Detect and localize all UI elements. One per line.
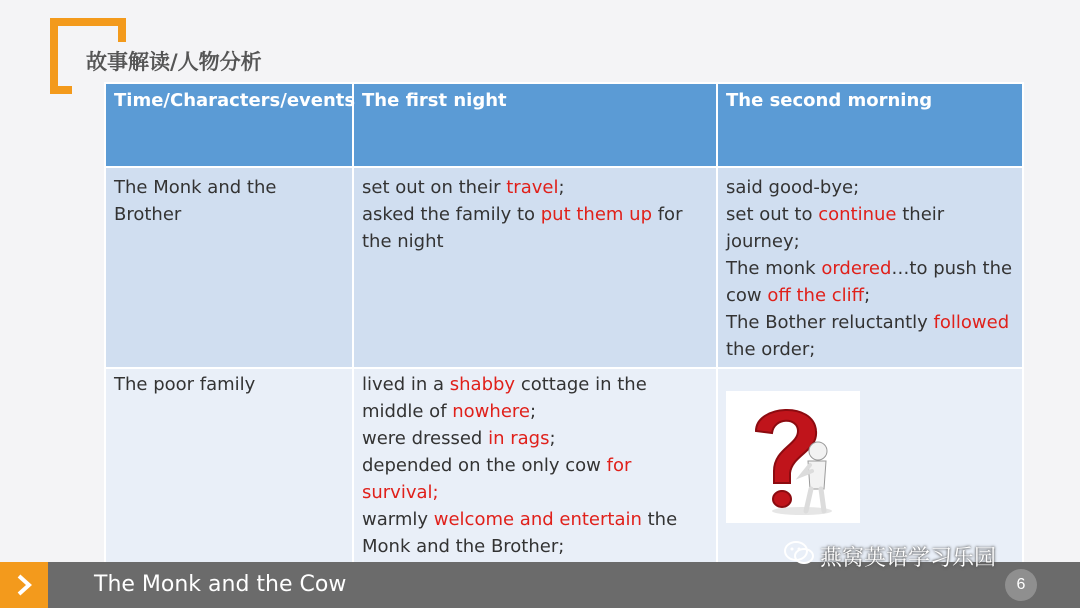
text-segment: said good-bye;: [726, 177, 860, 198]
text-segment: lived in a: [362, 374, 450, 395]
cell-second-morning: [717, 368, 1023, 565]
highlighted-phrase: in rags: [488, 428, 550, 449]
cell-first-night: [353, 368, 717, 565]
cell-line: [362, 506, 708, 560]
text-segment: for the night: [362, 204, 683, 252]
story-analysis-table: [104, 82, 1024, 566]
text-segment: …to push the cow: [726, 258, 1013, 306]
table-header-row: [105, 83, 1023, 167]
cell-line: [362, 174, 708, 201]
highlighted-phrase: off the cliff: [767, 285, 865, 306]
text-segment: asked the family to: [362, 204, 541, 225]
text-segment: the order;: [726, 339, 816, 360]
cell-line: [362, 371, 708, 425]
question-mark-figure-icon: [726, 391, 860, 523]
cell-second-morning: [717, 167, 1023, 368]
highlighted-phrase: followed: [933, 312, 1010, 333]
header-time-characters-events: Time/Characters/events: [105, 83, 353, 167]
text-segment: The monk: [726, 258, 822, 279]
text-segment: warmly: [362, 509, 434, 530]
cell-line: [726, 201, 1014, 255]
text-segment: ;: [549, 428, 556, 449]
watermark: [784, 540, 996, 572]
row-label-poor-family: The poor family: [105, 368, 353, 565]
header-second-morning: The second morning: [717, 83, 1023, 167]
row-label-monk-brother: The Monk and the Brother: [105, 167, 353, 368]
chevron-right-icon: [0, 562, 48, 608]
page-number-badge: 6: [1005, 569, 1037, 601]
header-first-night: The first night: [353, 83, 717, 167]
table-row: [105, 368, 1023, 565]
table-row: [105, 167, 1023, 368]
page-title: 故事解读/人物分析: [86, 50, 262, 74]
highlighted-phrase: shabby: [449, 374, 516, 395]
text-segment: cottage in the middle of: [362, 374, 647, 422]
cell-line: [726, 174, 1014, 201]
text-segment: the Monk and the Brother;: [362, 509, 678, 557]
text-segment: were dressed: [362, 428, 489, 449]
title-bracket-foot: [50, 86, 72, 94]
text-segment: set out to: [726, 204, 819, 225]
text-segment: depended on the only cow: [362, 455, 607, 476]
highlighted-phrase: welcome and entertain: [433, 509, 642, 530]
highlighted-phrase: ordered: [821, 258, 892, 279]
cell-line: [726, 309, 1014, 363]
cell-line: [362, 201, 708, 255]
cell-line: [362, 425, 708, 452]
title-bracket-tail: [118, 18, 126, 42]
text-segment: The Bother reluctantly: [726, 312, 934, 333]
text-segment: ;: [864, 285, 871, 306]
highlighted-phrase: travel: [506, 177, 559, 198]
text-segment: set out on their: [362, 177, 507, 198]
highlighted-phrase: put them up: [540, 204, 652, 225]
highlighted-phrase: for survival;: [362, 455, 632, 503]
highlighted-phrase: nowhere: [452, 401, 530, 422]
text-segment: ;: [558, 177, 565, 198]
text-segment: ;: [529, 401, 537, 422]
footer-title: The Monk and the Cow: [94, 572, 347, 597]
cell-first-night: [353, 167, 717, 368]
text-segment: their journey;: [726, 204, 945, 252]
highlighted-phrase: continue: [818, 204, 897, 225]
watermark-text: 燕窝英语学习乐园: [820, 545, 997, 571]
cell-line: [362, 452, 708, 506]
cell-line: [726, 255, 1014, 309]
wechat-icon: [784, 540, 814, 572]
